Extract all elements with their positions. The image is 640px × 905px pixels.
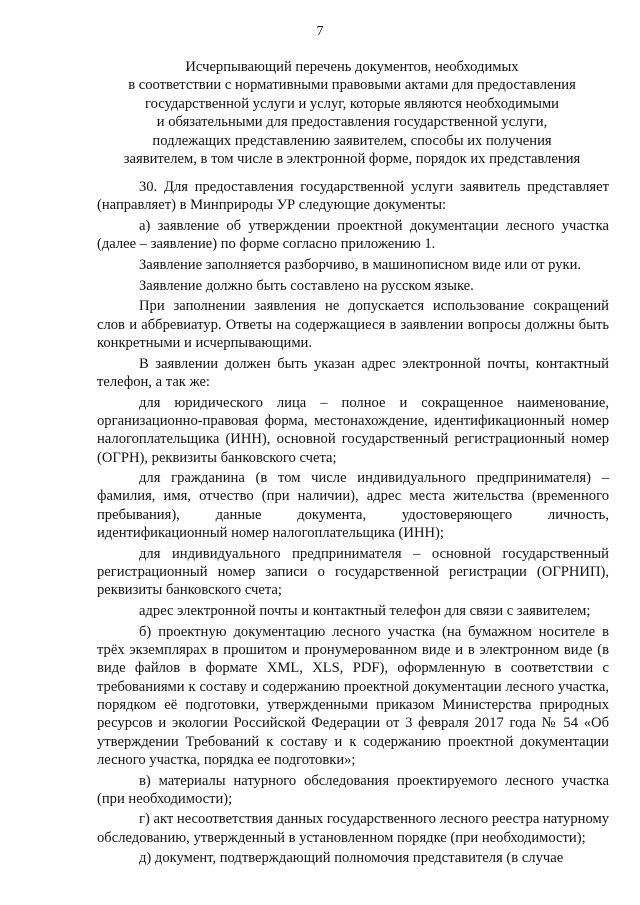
heading-line: заявителем, в том числе в электронной форме, порядок их представления [123, 151, 581, 168]
paragraph: В заявлении должен быть указан адрес электронной почты, контактный телефон, а так же: [97, 355, 609, 390]
paragraph-legal-entity: для юридического лица – полное и сокращенное наименование, организационно-правовая форма, местонахождение, идентификационный номер налогоплательщика (ИНН), основной государственный регистрационный номер (ОГРН), реквизиты банковского счета; [97, 394, 609, 466]
paragraph-subitem-a: а) заявление об утверждении проектной документации лесного участка (далее – заявление) по форме согласно приложению 1. [97, 217, 609, 253]
heading-line: в соответствии с нормативными правовыми актами для предоставления [128, 77, 576, 94]
document-body [97, 178, 609, 870]
paragraph-subitem-v: в) материалы натурного обследования проектируемого лесного участка (при необходимости); [97, 772, 609, 807]
paragraph-subitem-b: б) проектную документацию лесного участка (на бумажном носителе в трёх экземплярах в прошитом и пронумерованном виде и в электронном виде (в виде файлов в формате XML, XLS, PDF), оформленную в соответствии с требованиями к составу и содержанию проектной документации лесного участка, порядком её подготовки, утвержденными приказом Министерства природных ресурсов и экологии Российской Федерации от 3 февраля 2017 года № 54 «Об утверждении Требований к составу и к содержанию проектной документации лесного участка, порядка ее подготовки»; [97, 623, 609, 768]
paragraph-subitem-g: г) акт несоответствия данных государственного лесного реестра натурному обследованию, утвержденный в установленном порядке (при необходимости); [97, 811, 609, 846]
paragraph-subitem-d: д) документ, подтверждающий полномочия представителя (в случае [139, 850, 564, 867]
paragraph-entrepreneur: для индивидуального предпринимателя – основной государственный регистрационный номер записи о государственной регистрации (ОГРНИП), реквизиты банковского счета; [97, 545, 609, 599]
heading-line: Исчерпывающий перечень документов, необходимых [185, 59, 519, 75]
page-number: 7 [316, 24, 324, 39]
paragraph: Заявление заполняется разборчиво, в машинописном виде или от руки. [139, 256, 582, 273]
heading-line: государственной услуги и услуг, которые являются необходимыми [145, 95, 559, 112]
section-heading [96, 58, 608, 168]
heading-line: подлежащих представлению заявителем, способы их получения [152, 132, 552, 149]
paragraph: При заполнении заявления не допускается использование сокращений слов и аббревиатур. Ответы на содержащиеся в заявлении вопросы должны быть конкретными и исчерпывающими. [97, 298, 609, 351]
heading-line: и обязательными для предоставления государственной услуги, [156, 114, 548, 131]
paragraph-contacts: адрес электронной почты и контактный телефон для связи с заявителем; [139, 603, 591, 620]
paragraph-citizen: для гражданина (в том числе индивидуального предпринимателя) – фамилия, имя, отчество (при наличии), адрес места жительства (временного пребывания), данные документа, удостоверяющего личность, идентификационный номер налогоплательщика (ИНН); [97, 470, 609, 542]
paragraph: Заявление должно быть составлено на русском языке. [139, 277, 474, 294]
paragraph-item-30: 30. Для предоставления государственной услуги заявитель представляет (направляет) в Минприроды УР следующие документы: [97, 179, 609, 214]
